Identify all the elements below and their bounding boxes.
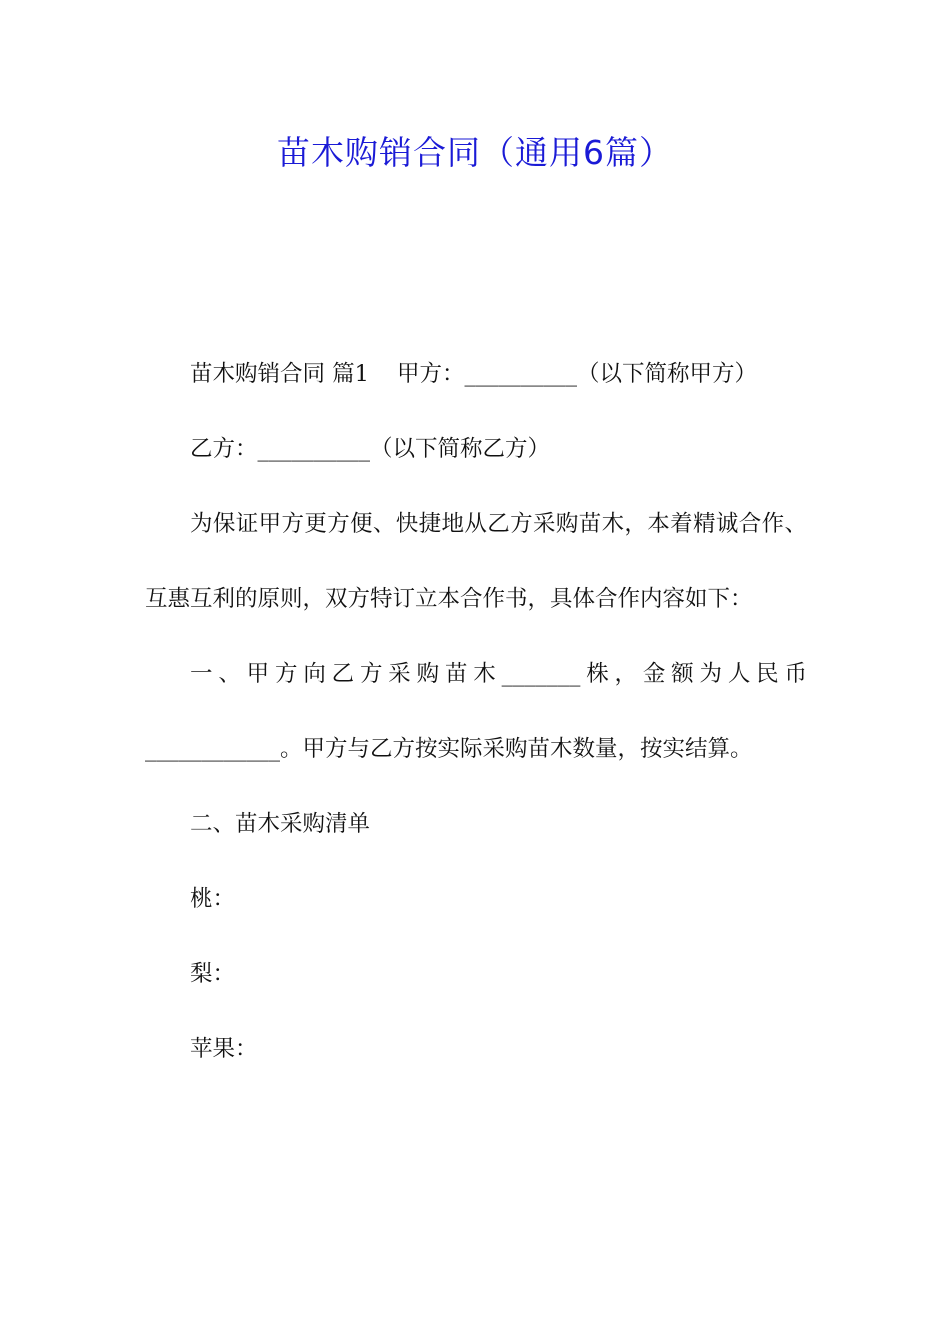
section-heading: 苗木购销合同 篇1 [190, 361, 369, 387]
list-item-peach: 桃： [190, 886, 236, 912]
document-body [145, 337, 807, 1087]
paragraph-heading-party-a [145, 337, 807, 412]
party-a-line: 甲方：__________（以下简称甲方） [396, 361, 757, 387]
clause-1-paragraph: 一、甲方向乙方采购苗木_______株，金额为人民币____________。甲方与乙方按实际采购苗木数量，按实结算。 [145, 661, 807, 762]
intro-paragraph: 为保证甲方更方便、快捷地从乙方采购苗木，本着精诚合作、互惠互利的原则，双方特订立本合作书，具体合作内容如下： [145, 511, 807, 612]
party-b-line: 乙方：__________（以下简称乙方） [190, 436, 551, 462]
list-item-apple: 苹果： [190, 1036, 258, 1062]
document-title: 苗木购销合同（通用6篇） [277, 133, 673, 172]
clause-2-heading: 二、苗木采购清单 [190, 811, 371, 837]
list-item-pear: 梨： [190, 961, 236, 987]
